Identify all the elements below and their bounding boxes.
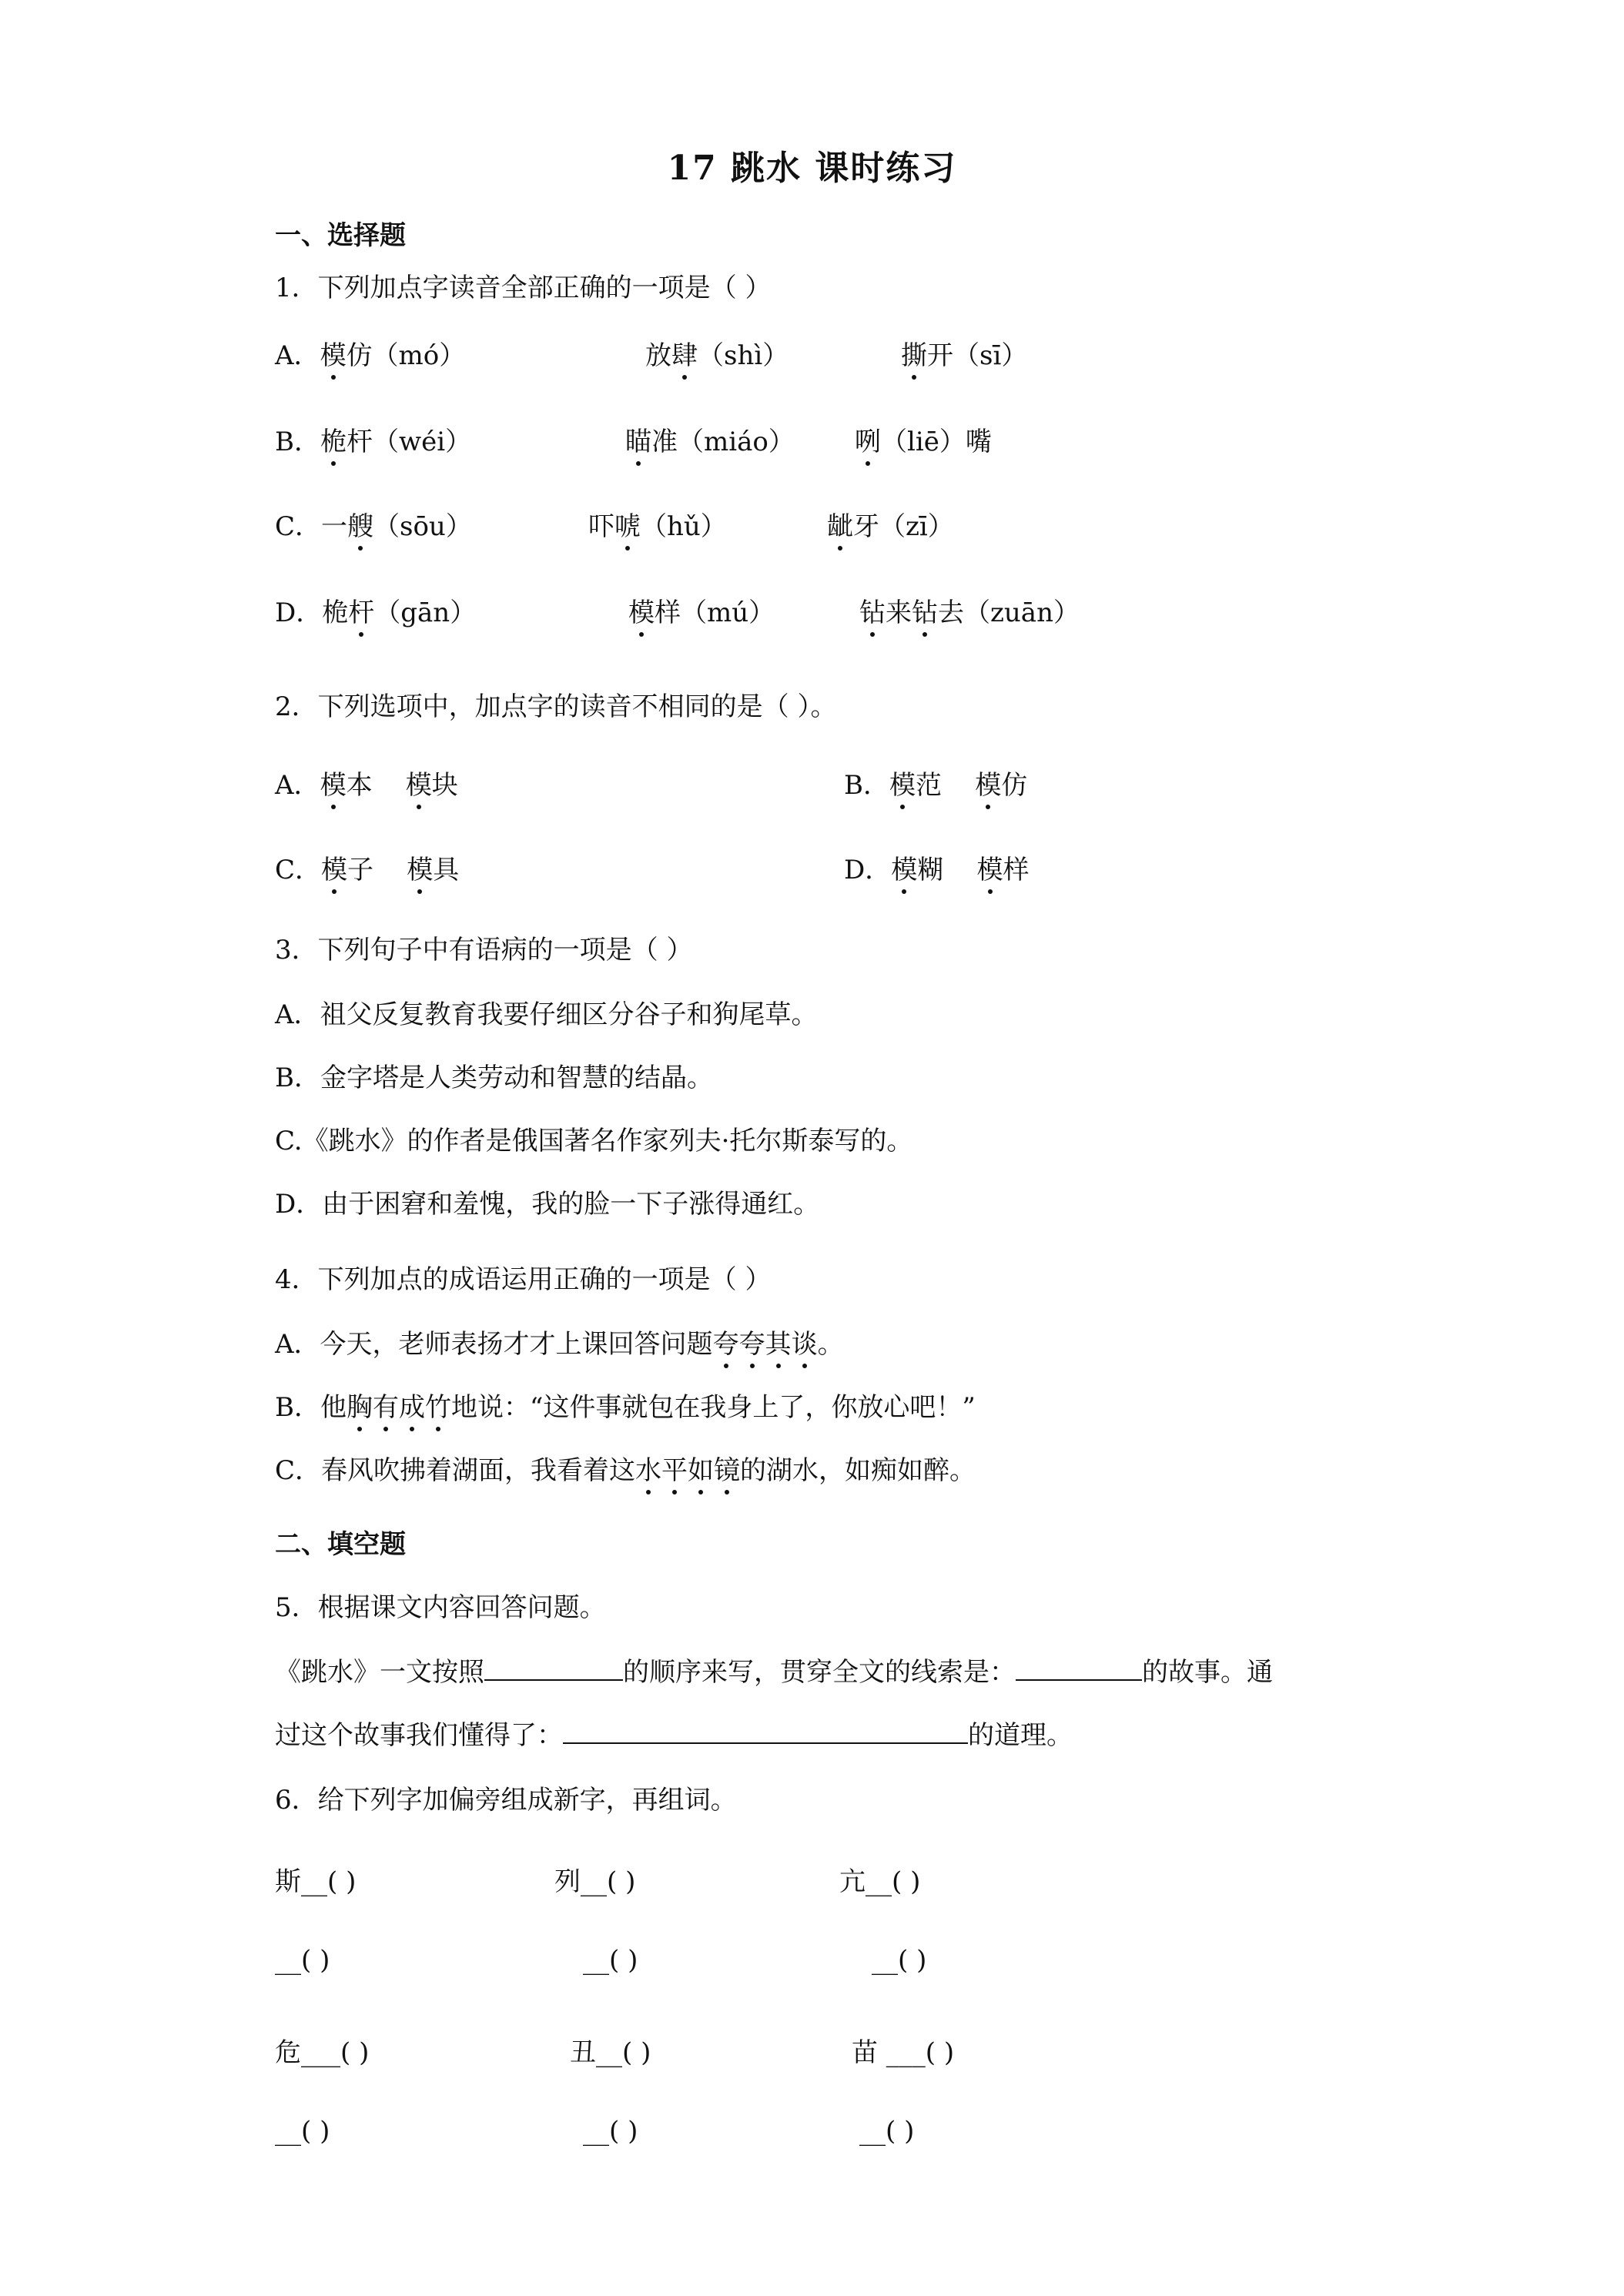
emphasis-dot-char: 钻 — [912, 591, 938, 629]
q3-option-d: D．由于困窘和羞愧，我的脸一下子涨得通红。 — [275, 1189, 820, 1220]
q4-option-a: A．今天，老师表扬才才上课回答问题夸夸其谈。 — [275, 1323, 844, 1361]
question-4-stem: 4．下列加点的成语运用正确的一项是（ ） — [275, 1264, 772, 1295]
q6-item: 危___( ) — [275, 2037, 370, 2068]
question-2-stem: 2．下列选项中，加点字的读音不相同的是（ ）。 — [275, 691, 837, 722]
q1-option-b: B．桅杆（wéi） — [275, 420, 471, 458]
q6-item: 苗 ___( ) — [852, 2037, 955, 2068]
q4-option-c: C．春风吹拂着湖面，我看着这水平如镜的湖水，如痴如醉。 — [275, 1449, 976, 1487]
emphasis-dot-char: 水 — [635, 1449, 661, 1487]
emphasis-dot-char: 杆 — [348, 591, 374, 629]
q6-item: __( ) — [859, 2116, 915, 2147]
question-3-stem: 3．下列句子中有语病的一项是（ ） — [275, 935, 693, 966]
emphasis-dot-char: 其 — [765, 1323, 792, 1361]
emphasis-dot-char: 模 — [320, 334, 347, 372]
q5-line-2: 过这个故事我们懂得了： 的道理。 — [275, 1714, 1073, 1752]
q1-option-c: C．一艘（sōu） — [275, 505, 472, 543]
q1-option-b-word3: 咧（liē）嘴 — [855, 420, 992, 458]
q1-option-a: A．模仿（mó） — [275, 334, 465, 372]
emphasis-dot-char: 模 — [321, 848, 347, 886]
emphasis-dot-char: 如 — [688, 1449, 714, 1487]
q2-option-c: C．模子 模具 — [275, 848, 459, 886]
q6-item: 丑__( ) — [570, 2037, 651, 2068]
emphasis-dot-char: 龇 — [827, 505, 853, 543]
q2-option-a: A．模本 模块 — [275, 764, 458, 802]
answer-blank[interactable] — [1016, 1655, 1142, 1681]
emphasis-dot-char: 钻 — [859, 591, 886, 629]
emphasis-dot-char: 撕 — [901, 334, 927, 372]
q1-option-a-word2: 放肆（shì） — [645, 334, 789, 372]
question-5-stem: 5．根据课文内容回答问题。 — [275, 1592, 606, 1623]
emphasis-dot-char: 桅 — [320, 420, 347, 458]
emphasis-dot-char: 模 — [320, 764, 347, 802]
q3-option-c: C.《跳水》的作者是俄国著名作家列夫·托尔斯泰写的。 — [275, 1126, 913, 1156]
section-fill-heading: 二、填空题 — [275, 1529, 406, 1560]
emphasis-dot-char: 平 — [661, 1449, 688, 1487]
emphasis-dot-char: 竹 — [425, 1386, 451, 1424]
emphasis-dot-char: 镜 — [714, 1449, 740, 1487]
emphasis-dot-char: 肆 — [671, 334, 698, 372]
emphasis-dot-char: 谈 — [792, 1323, 818, 1361]
emphasis-dot-char: 成 — [399, 1386, 425, 1424]
q1-option-d: D．桅杆（gān） — [275, 591, 476, 629]
q3-option-b: B．金字塔是人类劳动和智慧的结晶。 — [275, 1063, 713, 1093]
q6-item: 亢__( ) — [839, 1866, 921, 1897]
emphasis-dot-char: 艘 — [347, 505, 373, 543]
emphasis-dot-char: 模 — [891, 848, 917, 886]
q4-option-b: B．他胸有成竹地说：“这件事就包在我身上了，你放心吧！” — [275, 1386, 976, 1424]
emphasis-dot-char: 模 — [975, 764, 1001, 802]
q6-item: __( ) — [275, 2116, 330, 2147]
q1-option-c-word3: 龇牙（zī） — [827, 505, 954, 543]
q1-option-d-word2: 模样（mú） — [628, 591, 775, 629]
q2-option-b: B．模范 模仿 — [844, 764, 1027, 802]
emphasis-dot-char: 模 — [889, 764, 916, 802]
emphasis-dot-char: 咧 — [855, 420, 881, 458]
q1-option-a-word3: 撕开（sī） — [901, 334, 1027, 372]
answer-blank[interactable] — [484, 1655, 623, 1681]
emphasis-dot-char: 模 — [977, 848, 1003, 886]
q3-option-a: A．祖父反复教育我要仔细区分谷子和狗尾草。 — [275, 999, 818, 1030]
q6-item: __( ) — [275, 1945, 330, 1976]
page-title: 17 跳水 课时练习 — [667, 149, 957, 188]
q6-item: 列__( ) — [554, 1866, 636, 1897]
emphasis-dot-char: 唬 — [614, 505, 641, 543]
q6-item: __( ) — [872, 1945, 927, 1976]
q2-option-d: D．模糊 模样 — [844, 848, 1030, 886]
q6-item: __( ) — [583, 1945, 638, 1976]
q5-line-1: 《跳水》一文按照 的顺序来写，贯穿全文的线索是： 的故事。通 — [275, 1651, 1273, 1689]
q6-item: 斯__( ) — [275, 1866, 357, 1897]
emphasis-dot-char: 有 — [373, 1386, 399, 1424]
q1-option-d-word3: 钻来钻去（zuān） — [859, 591, 1080, 629]
q1-option-b-word2: 瞄准（miáo） — [625, 420, 795, 458]
q6-item: __( ) — [583, 2116, 638, 2147]
emphasis-dot-char: 瞄 — [625, 420, 651, 458]
emphasis-dot-char: 模 — [407, 848, 433, 886]
question-1-stem: 1．下列加点字读音全部正确的一项是（ ） — [275, 273, 772, 303]
emphasis-dot-char: 夸 — [713, 1323, 739, 1361]
emphasis-dot-char: 夸 — [739, 1323, 765, 1361]
q1-option-c-word2: 吓唬（hǔ） — [588, 505, 727, 543]
question-6-stem: 6．给下列字加偏旁组成新字，再组词。 — [275, 1785, 737, 1816]
section-choice-heading: 一、选择题 — [275, 220, 406, 251]
answer-blank[interactable] — [563, 1718, 968, 1744]
emphasis-dot-char: 模 — [628, 591, 655, 629]
emphasis-dot-char: 模 — [406, 764, 432, 802]
emphasis-dot-char: 胸 — [347, 1386, 373, 1424]
